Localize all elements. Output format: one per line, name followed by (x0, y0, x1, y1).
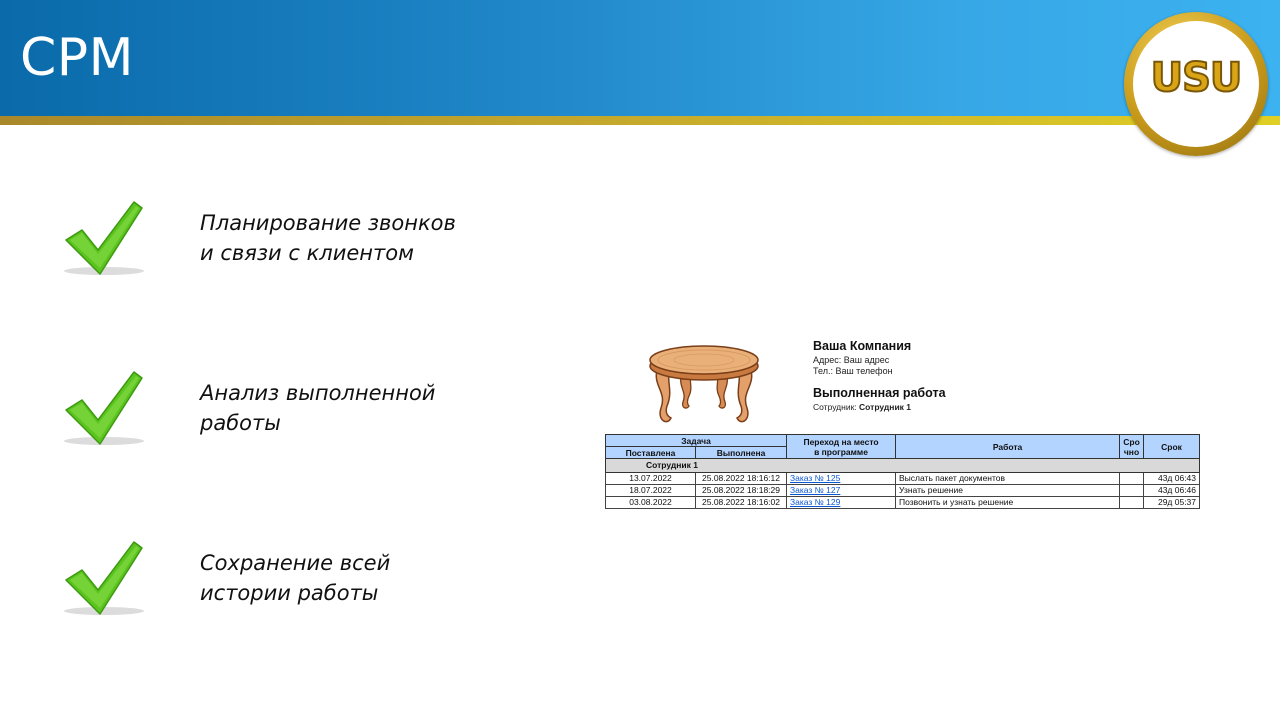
header-urgent-line: чно (1123, 446, 1140, 457)
header-stripe (0, 116, 1280, 125)
feature-item (60, 538, 520, 628)
feature-line: Сохранение всей (200, 551, 391, 575)
company-phone: Тел.: Ваш телефон (813, 366, 893, 376)
slide-title: CPM (20, 28, 135, 88)
feature-line: и связи с клиентом (200, 241, 414, 265)
feature-line: Анализ выполненной (200, 381, 436, 405)
cell-set: 18.07.2022 (606, 485, 696, 497)
group-row (606, 459, 1200, 473)
employee-label: Сотрудник: (813, 402, 857, 412)
cell-done: 25.08.2022 18:16:12 (696, 473, 787, 485)
order-link[interactable]: Заказ № 127 (790, 485, 841, 495)
feature-line: истории работы (200, 581, 379, 605)
header-done: Выполнена (696, 447, 787, 459)
cell-set: 13.07.2022 (606, 473, 696, 485)
report-title: Выполненная работа (813, 386, 946, 400)
cell-link (787, 497, 896, 509)
cell-urgent (1120, 473, 1144, 485)
employee-line (813, 402, 911, 412)
feature-text (200, 378, 520, 438)
cell-work: Позвонить и узнать решение (896, 497, 1120, 509)
group-label: Сотрудник 1 (606, 459, 1200, 473)
report-table (605, 434, 1200, 509)
feature-item (60, 368, 520, 458)
logo-text: USU (1150, 55, 1242, 101)
cell-link (787, 485, 896, 497)
header-term: Срок (1144, 435, 1200, 459)
checkmark-icon (60, 368, 152, 448)
header-bar (0, 0, 1280, 116)
header-goto (787, 435, 896, 459)
work-report (605, 330, 1199, 520)
checkmark-icon (60, 198, 152, 278)
cell-term: 43д 06:43 (1144, 473, 1200, 485)
cell-term: 43д 06:46 (1144, 485, 1200, 497)
cell-link (787, 473, 896, 485)
order-link[interactable]: Заказ № 125 (790, 473, 841, 483)
cell-done: 25.08.2022 18:16:02 (696, 497, 787, 509)
header-task: Задача (606, 435, 787, 447)
feature-text (200, 548, 520, 608)
employee-name: Сотрудник 1 (859, 402, 912, 412)
cell-set: 03.08.2022 (606, 497, 696, 509)
header-goto-line: в программе (814, 446, 868, 457)
usu-logo (1124, 12, 1268, 156)
cell-work: Узнать решение (896, 485, 1120, 497)
cell-urgent (1120, 497, 1144, 509)
logo-inner-circle (1133, 21, 1259, 147)
checkmark-icon (60, 538, 152, 618)
round-table-icon (645, 336, 763, 432)
company-name: Ваша Компания (813, 339, 912, 353)
header-goto-line: Переход на место (803, 436, 879, 447)
feature-item (60, 198, 520, 288)
cell-term: 29д 05:37 (1144, 497, 1200, 509)
header-work: Работа (896, 435, 1120, 459)
feature-line: Планирование звонков (200, 211, 456, 235)
cell-urgent (1120, 485, 1144, 497)
company-address: Адрес: Ваш адрес (813, 355, 890, 365)
cell-work: Выслать пакет документов (896, 473, 1120, 485)
header-urgent-line: Сро (1123, 436, 1140, 447)
feature-line: работы (200, 411, 281, 435)
table-row (606, 485, 1200, 497)
header-set: Поставлена (606, 447, 696, 459)
table-row (606, 473, 1200, 485)
order-link[interactable]: Заказ № 129 (790, 497, 841, 507)
cell-done: 25.08.2022 18:18:29 (696, 485, 787, 497)
table-row (606, 497, 1200, 509)
feature-text (200, 208, 520, 268)
header-urgent (1120, 435, 1144, 459)
